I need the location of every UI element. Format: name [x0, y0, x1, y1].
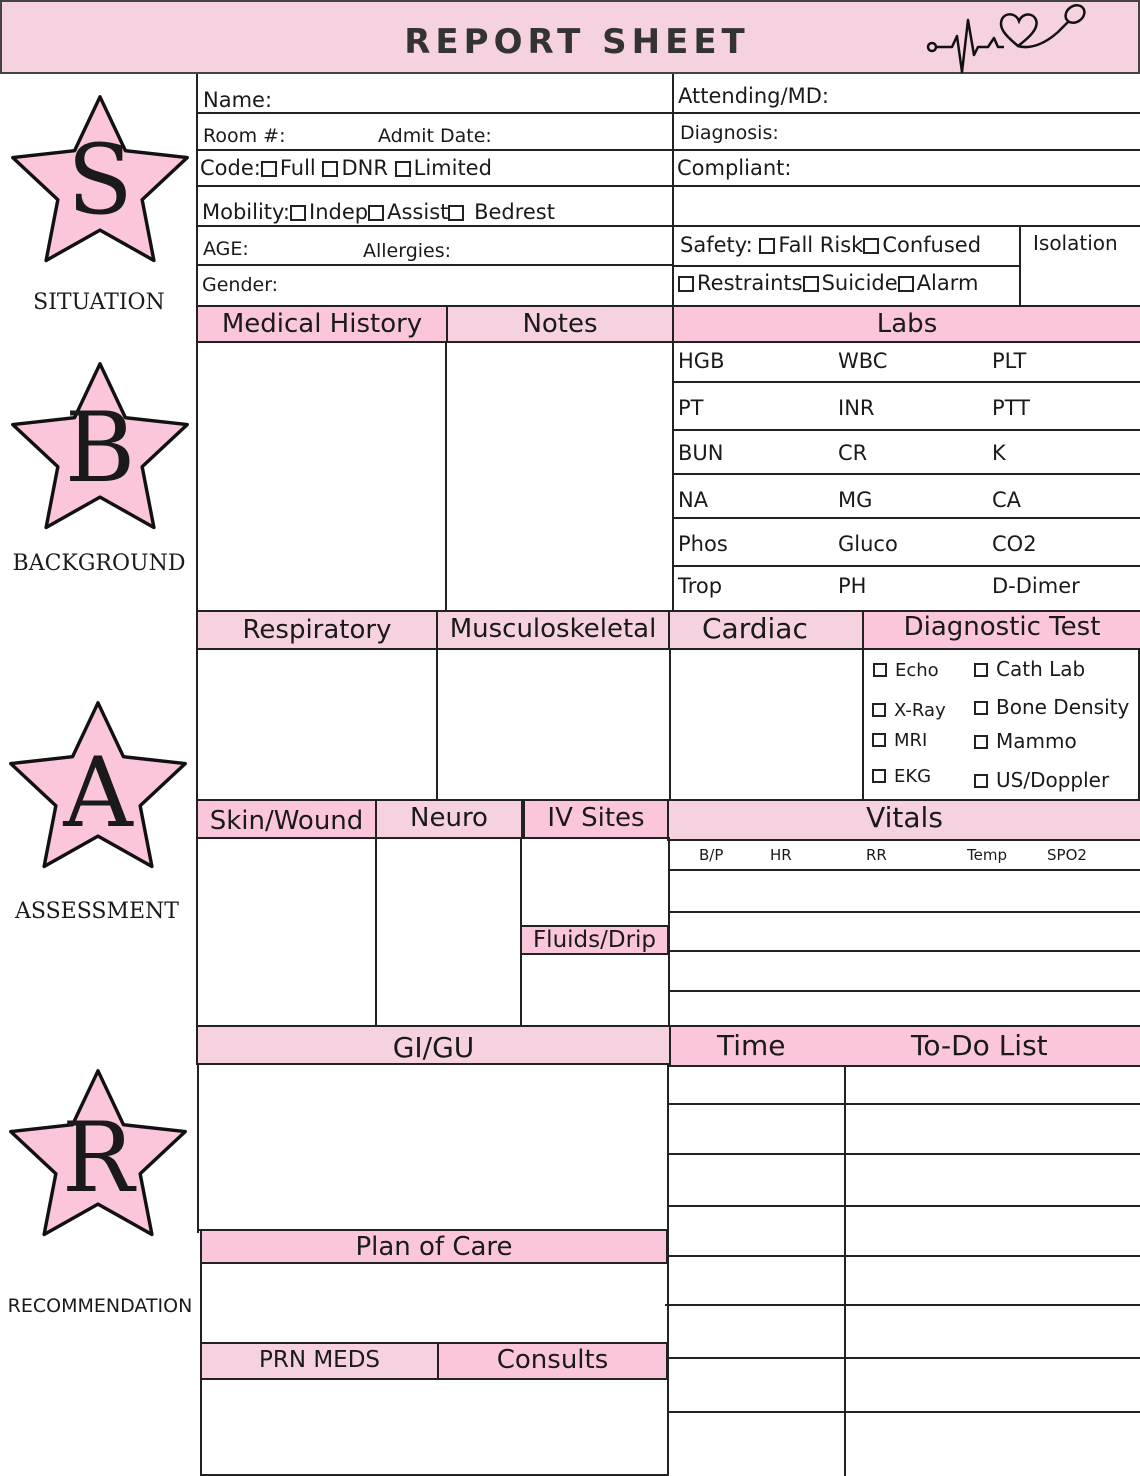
lab-co2[interactable]: CO2 — [992, 532, 1037, 556]
safety-label: Safety: — [680, 233, 753, 257]
labs-header: Labs — [672, 305, 1140, 343]
safety-fall-label: Fall Risk — [778, 233, 864, 257]
mobility-assist-checkbox[interactable] — [368, 205, 384, 221]
test-mri[interactable]: MRI — [872, 732, 927, 750]
lab-wbc[interactable]: WBC — [838, 349, 888, 373]
safety-confused-checkbox[interactable] — [863, 238, 879, 254]
safety-row — [680, 235, 981, 256]
background-letter: B — [64, 392, 136, 504]
lab-mg[interactable]: MG — [838, 488, 873, 512]
mobility-row — [202, 202, 555, 223]
code-full-checkbox[interactable] — [261, 161, 277, 177]
vitals-col-rr: RR — [866, 846, 887, 864]
test-echo[interactable]: Echo — [873, 662, 939, 680]
code-row — [200, 158, 492, 179]
safety-restraints-checkbox[interactable] — [678, 276, 694, 292]
code-dnr-label: DNR — [341, 156, 388, 180]
vitals-col-spo2: SPO2 — [1047, 846, 1087, 864]
lab-d-dimer[interactable]: D-Dimer — [992, 574, 1080, 598]
lab-k[interactable]: K — [992, 441, 1006, 465]
vitals-col-temp: Temp — [967, 846, 1007, 864]
code-dnr-checkbox[interactable] — [322, 161, 338, 177]
name-field[interactable]: Name: — [203, 88, 273, 112]
isolation-field[interactable]: Isolation — [1033, 231, 1118, 255]
safety-suicide-checkbox[interactable] — [803, 276, 819, 292]
admit-date-field[interactable]: Admit Date: — [378, 125, 492, 147]
medical-history-header: Medical History — [196, 305, 448, 343]
situation-letter: S — [67, 124, 133, 236]
code-label: Code: — [200, 156, 261, 180]
background-label: BACKGROUND — [12, 551, 186, 576]
safety-row-2 — [678, 273, 978, 294]
lab-phos[interactable]: Phos — [678, 532, 728, 556]
lab-cr[interactable]: CR — [838, 441, 868, 465]
lab-plt[interactable]: PLT — [992, 349, 1027, 373]
situation-label: SITUATION — [33, 290, 165, 315]
vitals-col-hr: HR — [770, 846, 792, 864]
code-limited-checkbox[interactable] — [395, 161, 411, 177]
lab-ph[interactable]: PH — [838, 574, 867, 598]
test-us-doppler[interactable]: US/Doppler — [974, 770, 1109, 790]
safety-alarm-checkbox[interactable] — [898, 276, 914, 292]
notes-header: Notes — [446, 305, 674, 343]
time-todo-header — [669, 1025, 1140, 1067]
lab-pt[interactable]: PT — [678, 396, 704, 420]
plan-of-care-header: Plan of Care — [200, 1229, 668, 1264]
safety-restraints-label: Restraints — [697, 271, 803, 295]
age-field[interactable]: AGE: — [203, 238, 249, 260]
time-header: Time — [717, 1029, 786, 1062]
mobility-bedrest-label: Bedrest — [474, 200, 555, 224]
heartbeat-stethoscope-icon — [922, 0, 1092, 74]
gi-gu-header: GI/GU — [196, 1025, 671, 1065]
mobility-assist-label: Assist — [387, 200, 449, 224]
iv-sites-header: IV Sites — [523, 799, 669, 839]
mobility-bedrest-checkbox[interactable] — [448, 205, 464, 221]
recommendation-letter: R — [61, 1102, 135, 1214]
lab-ptt[interactable]: PTT — [992, 396, 1030, 420]
todo-header: To-Do List — [911, 1029, 1048, 1062]
gender-field[interactable]: Gender: — [202, 274, 279, 296]
test-xray[interactable]: X-Ray — [872, 702, 946, 720]
allergies-field[interactable]: Allergies: — [363, 240, 452, 262]
fluids-drip-header: Fluids/Drip — [520, 925, 669, 955]
diagnosis-field[interactable]: Diagnosis: — [680, 122, 779, 144]
respiratory-header: Respiratory — [196, 610, 438, 650]
assessment-label: ASSESSMENT — [15, 899, 179, 924]
test-cath-lab[interactable]: Cath Lab — [974, 659, 1085, 679]
test-bone-density[interactable]: Bone Density — [974, 697, 1129, 717]
vitals-header: Vitals — [667, 799, 1140, 841]
code-limited-label: Limited — [413, 156, 492, 180]
room-field[interactable]: Room #: — [203, 125, 286, 147]
lab-inr[interactable]: INR — [838, 396, 875, 420]
mobility-indep-label: Indep — [309, 200, 369, 224]
recommendation-label: RECOMMENDATION — [7, 1295, 193, 1317]
safety-confused-label: Confused — [882, 233, 982, 257]
vitals-col-bp: B/P — [699, 846, 724, 864]
code-full-label: Full — [279, 156, 316, 180]
safety-fall-checkbox[interactable] — [759, 238, 775, 254]
safety-alarm-label: Alarm — [916, 271, 979, 295]
lab-ca[interactable]: CA — [992, 488, 1022, 512]
test-mammo[interactable]: Mammo — [974, 731, 1077, 751]
lab-hgb[interactable]: HGB — [678, 349, 725, 373]
prn-meds-header: PRN MEDS — [200, 1342, 439, 1380]
skin-wound-header: Skin/Wound — [196, 799, 377, 839]
page-title: REPORT SHEET — [404, 22, 750, 62]
complaint-field[interactable]: Compliant: — [677, 156, 792, 180]
lab-na[interactable]: NA — [678, 488, 709, 512]
mobility-indep-checkbox[interactable] — [290, 205, 306, 221]
attending-field[interactable]: Attending/MD: — [678, 84, 829, 108]
consults-header: Consults — [437, 1342, 668, 1380]
safety-suicide-label: Suicide — [821, 271, 898, 295]
cardiac-header: Cardiac — [668, 610, 864, 650]
diagnostic-test-header: Diagnostic Test — [862, 610, 1140, 650]
musculoskeletal-header: Musculoskeletal — [436, 610, 670, 650]
mobility-label: Mobility: — [202, 200, 291, 224]
assessment-letter: A — [63, 737, 133, 849]
neuro-header: Neuro — [375, 799, 523, 839]
test-ekg[interactable]: EKG — [872, 768, 931, 786]
lab-bun[interactable]: BUN — [678, 441, 724, 465]
lab-trop[interactable]: Trop — [678, 574, 723, 598]
lab-gluco[interactable]: Gluco — [838, 532, 898, 556]
